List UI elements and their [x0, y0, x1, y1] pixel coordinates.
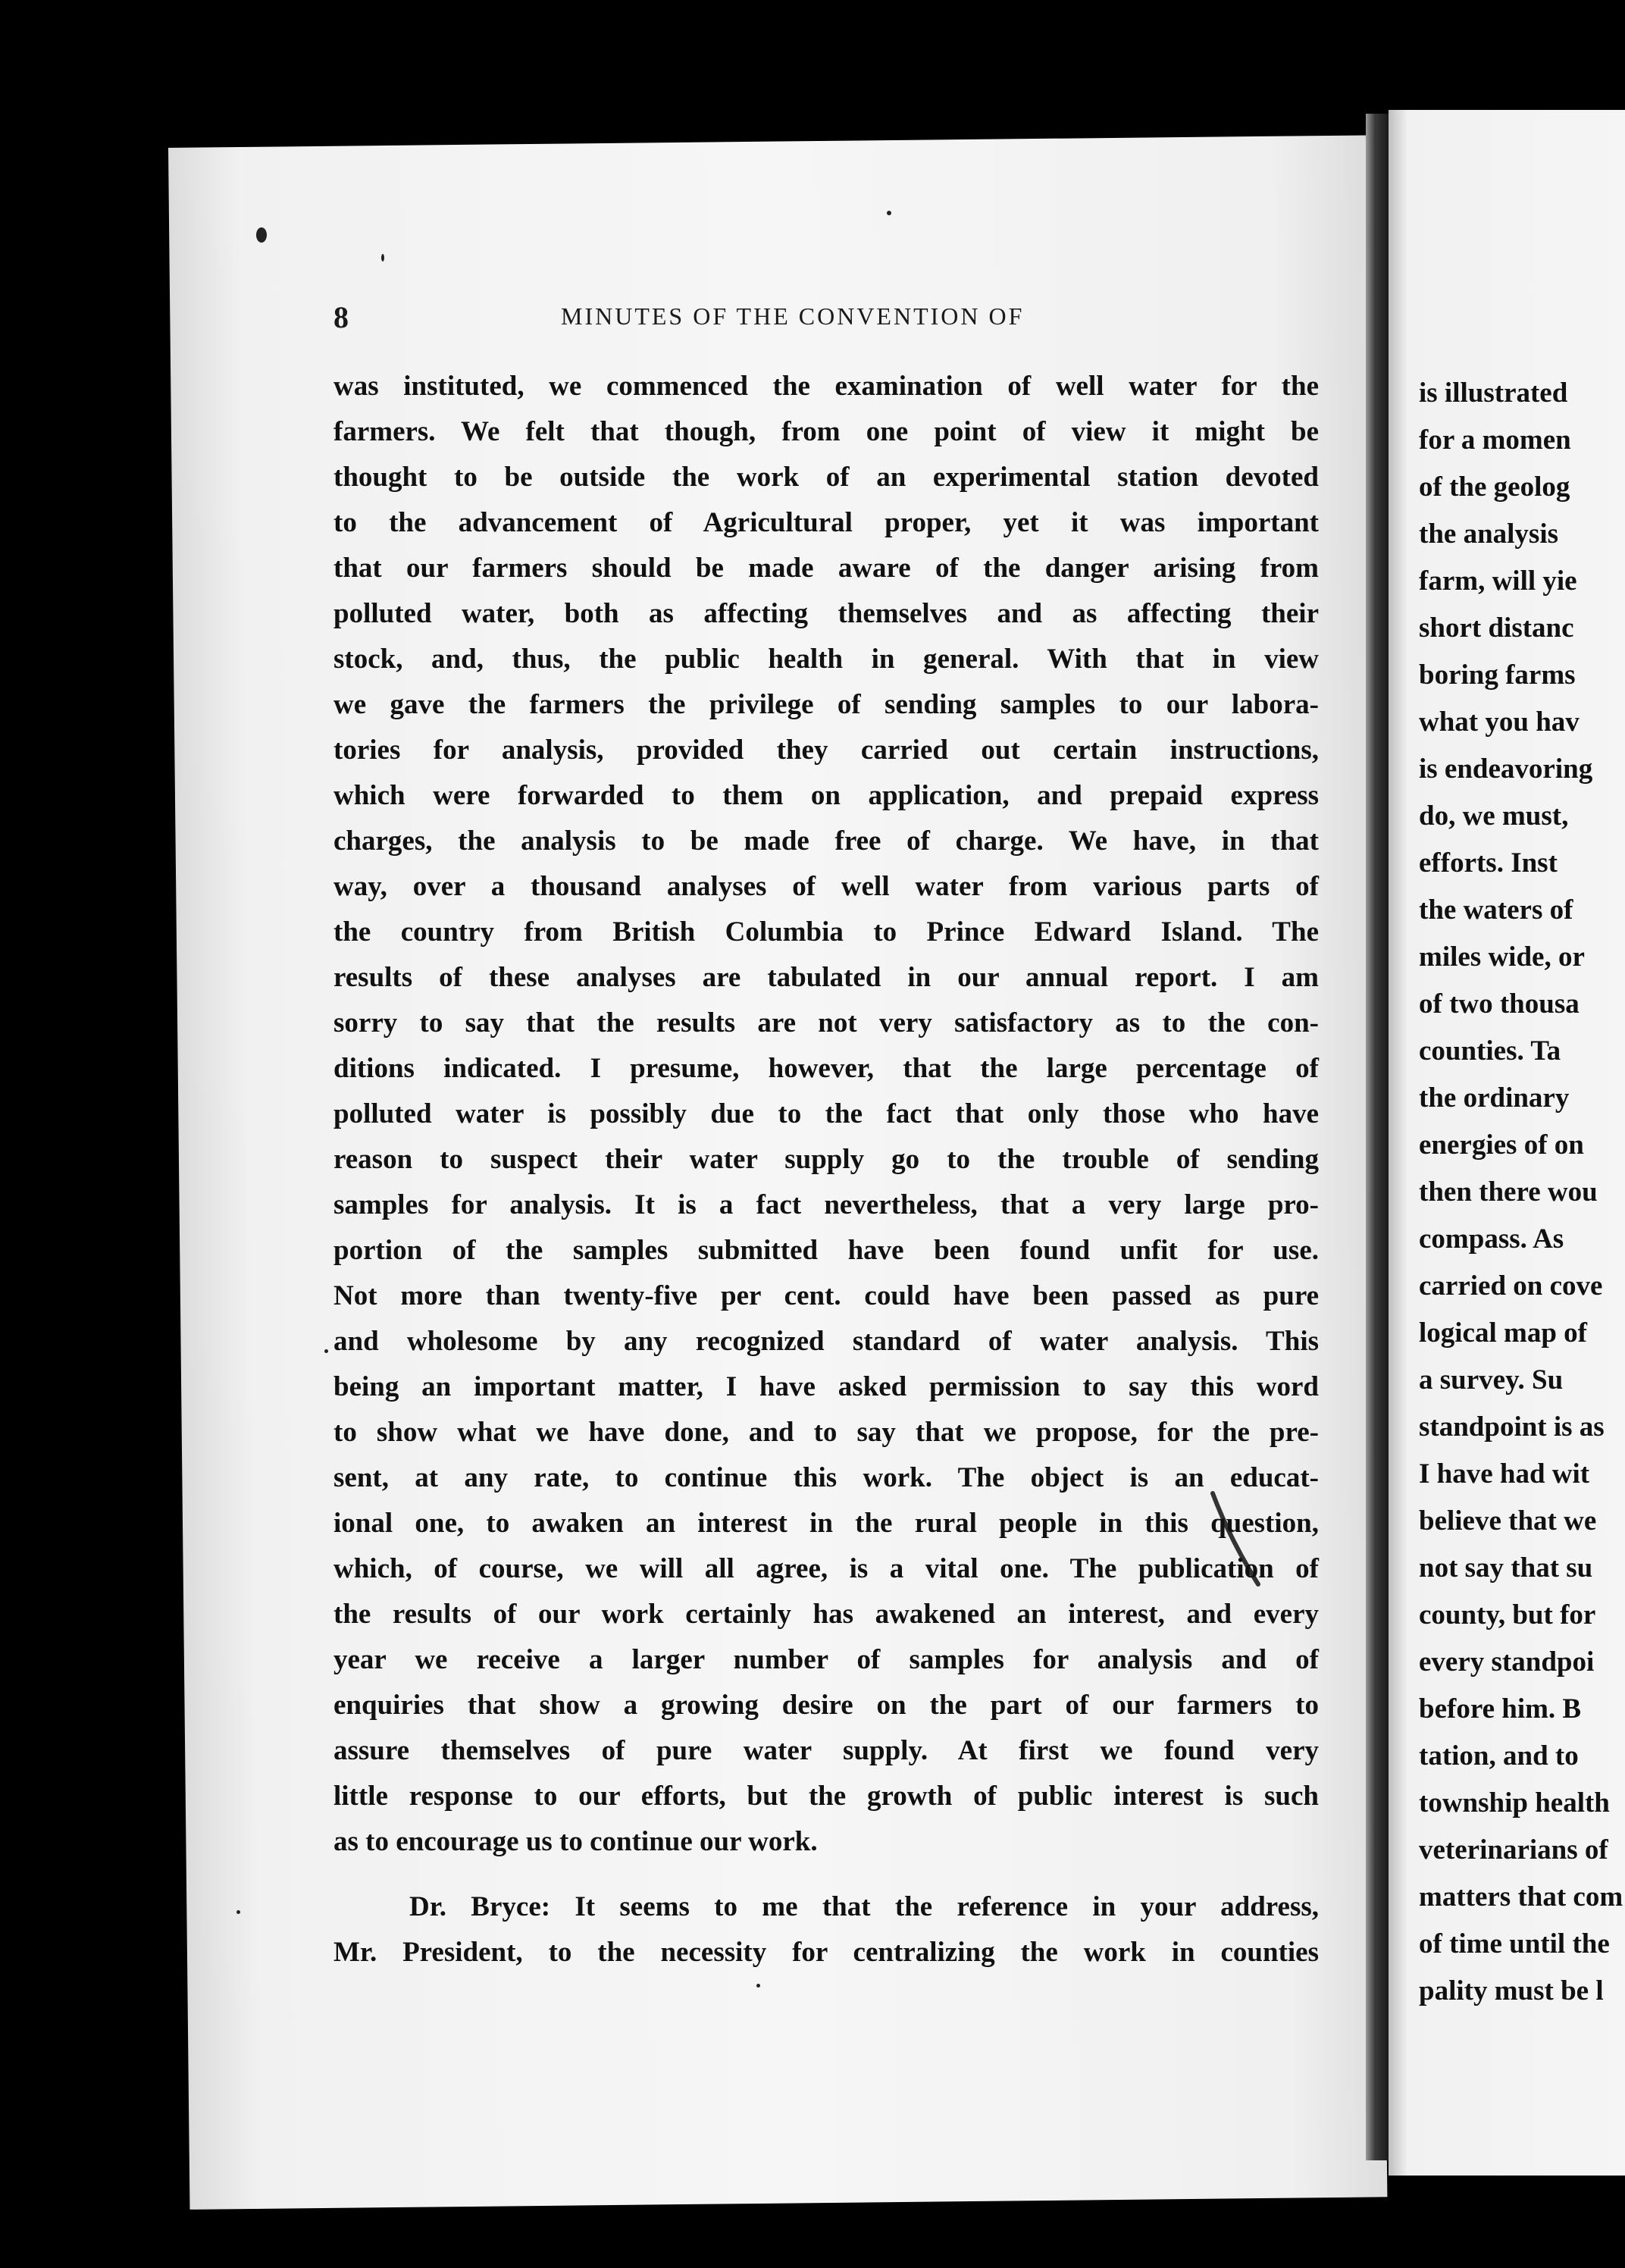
text-line: of two thousa — [1419, 988, 1580, 1020]
text-line: Not more than twenty-five per cent. could have been passed as pure — [333, 1280, 1319, 1311]
text-line: of the geolog — [1419, 471, 1570, 503]
text-line: to the advancement of Agricultural proper, yet it was important — [333, 507, 1319, 538]
text-line: that our farmers should be made aware of the danger arising from — [333, 553, 1319, 584]
text-line: short distanc — [1419, 612, 1574, 644]
ink-speck — [756, 1984, 760, 1988]
text-line: as to encourage us to continue our work. — [333, 1826, 818, 1857]
text-line: polluted water is possibly due to the fact that only those who have — [333, 1098, 1319, 1129]
text-line: sorry to say that the results are not very satisfactory as to the con- — [333, 1007, 1319, 1038]
text-line: every standpoi — [1419, 1646, 1595, 1678]
text-line: ditions indicated. I presume, however, that the large percentage of — [333, 1053, 1319, 1084]
text-line: portion of the samples submitted have been found unfit for use. — [333, 1235, 1319, 1266]
text-line: stock, and, thus, the public health in general. With that in view — [333, 644, 1319, 675]
ink-speck — [887, 211, 891, 215]
running-head: MINUTES OF THE CONVENTION OF — [561, 302, 1025, 330]
text-line: veterinarians of — [1419, 1834, 1608, 1865]
text-line: was instituted, we commenced the examination of well water for the — [333, 371, 1319, 402]
text-line: charges, the analysis to be made free of charge. We have, in that — [333, 825, 1319, 857]
text-line: is endeavoring — [1419, 753, 1593, 785]
left-page-text — [333, 364, 1319, 1975]
text-line: tation, and to — [1419, 1740, 1579, 1771]
text-line: logical map of — [1419, 1317, 1587, 1349]
text-line: is illustrated — [1419, 377, 1568, 409]
text-line: miles wide, or — [1419, 941, 1585, 973]
book-gutter — [1366, 114, 1389, 2160]
text-line: standpoint is as — [1419, 1411, 1605, 1443]
text-line: polluted water, both as affecting themselves and as affecting their — [333, 598, 1319, 629]
text-line: a survey. Su — [1419, 1364, 1564, 1396]
text-line: energies of on — [1419, 1129, 1584, 1161]
text-line: the analysis — [1419, 518, 1559, 550]
page-header — [333, 299, 1319, 337]
text-line: we gave the farmers the privilege of sending samples to our labora- — [333, 689, 1319, 720]
text-line: I have had wit — [1419, 1458, 1590, 1490]
text-line: farm, will yie — [1419, 565, 1577, 597]
text-line: believe that we — [1419, 1505, 1597, 1537]
text-line: tories for analysis, provided they carried out certain instructions, — [333, 735, 1319, 766]
text-line: township health — [1419, 1787, 1610, 1818]
text-line: county, but for — [1419, 1599, 1596, 1631]
text-line: being an important matter, I have asked permission to say this word — [333, 1371, 1319, 1402]
text-line: results of these analyses are tabulated in our annual report. I am — [333, 962, 1319, 993]
text-line: boring farms — [1419, 659, 1576, 691]
text-line: then there wou — [1419, 1176, 1598, 1208]
ink-speck — [324, 1349, 328, 1353]
text-line: reason to suspect their water supply go to the trouble of sending — [333, 1144, 1319, 1175]
text-line: year we receive a larger number of samples for analysis and of — [333, 1644, 1319, 1675]
text-line: ional one, to awaken an interest in the rural people in this question, — [333, 1508, 1319, 1539]
text-line: matters that com — [1419, 1881, 1623, 1912]
ink-speck — [236, 1910, 240, 1914]
right-page-text — [1419, 370, 1625, 2015]
text-line: of time until the — [1419, 1928, 1610, 1959]
text-line: the ordinary — [1419, 1082, 1570, 1114]
text-line: Dr. Bryce: It seems to me that the reference in your address, — [409, 1891, 1319, 1922]
text-line: pality must be l — [1419, 1975, 1604, 2006]
text-line: sent, at any rate, to continue this work. The object is an educat- — [333, 1462, 1319, 1493]
text-line: farmers. We felt that though, from one point of view it might be — [333, 416, 1319, 447]
text-line: which were forwarded to them on application, and prepaid express — [333, 780, 1319, 811]
text-line: carried on cove — [1419, 1270, 1603, 1302]
text-line: enquiries that show a growing desire on the part of our farmers to — [333, 1690, 1319, 1721]
text-line: what you hav — [1419, 706, 1580, 738]
text-line: the waters of — [1419, 894, 1573, 926]
ink-speck — [381, 254, 384, 262]
text-line: samples for analysis. It is a fact nevertheless, that a very large pro- — [333, 1189, 1319, 1220]
text-line: compass. As — [1419, 1223, 1564, 1255]
text-line: and wholesome by any recognized standard of water analysis. This — [333, 1326, 1319, 1357]
text-line: to show what we have done, and to say that we propose, for the pre- — [333, 1417, 1319, 1448]
ink-speck — [256, 227, 267, 243]
text-line: thought to be outside the work of an experimental station devoted — [333, 462, 1319, 493]
text-line: Mr. President, to the necessity for centralizing the work in counties — [333, 1937, 1319, 1968]
text-line: way, over a thousand analyses of well water from various parts of — [333, 871, 1319, 902]
paragraph-gap — [333, 1865, 1319, 1884]
text-line: not say that su — [1419, 1552, 1593, 1584]
text-line: efforts. Inst — [1419, 847, 1558, 879]
text-line: little response to our efforts, but the growth of public interest is such — [333, 1781, 1319, 1812]
text-line: which, of course, we will all agree, is a vital one. The publication of — [333, 1553, 1319, 1584]
text-line: assure themselves of pure water supply. At first we found very — [333, 1735, 1319, 1766]
text-line: do, we must, — [1419, 800, 1569, 832]
text-line: for a momen — [1419, 424, 1571, 456]
text-line: before him. B — [1419, 1693, 1582, 1724]
page-number: 8 — [333, 300, 349, 334]
text-line: counties. Ta — [1419, 1035, 1561, 1067]
text-line: the country from British Columbia to Prince Edward Island. The — [333, 916, 1319, 948]
text-line: the results of our work certainly has awakened an interest, and every — [333, 1599, 1319, 1630]
